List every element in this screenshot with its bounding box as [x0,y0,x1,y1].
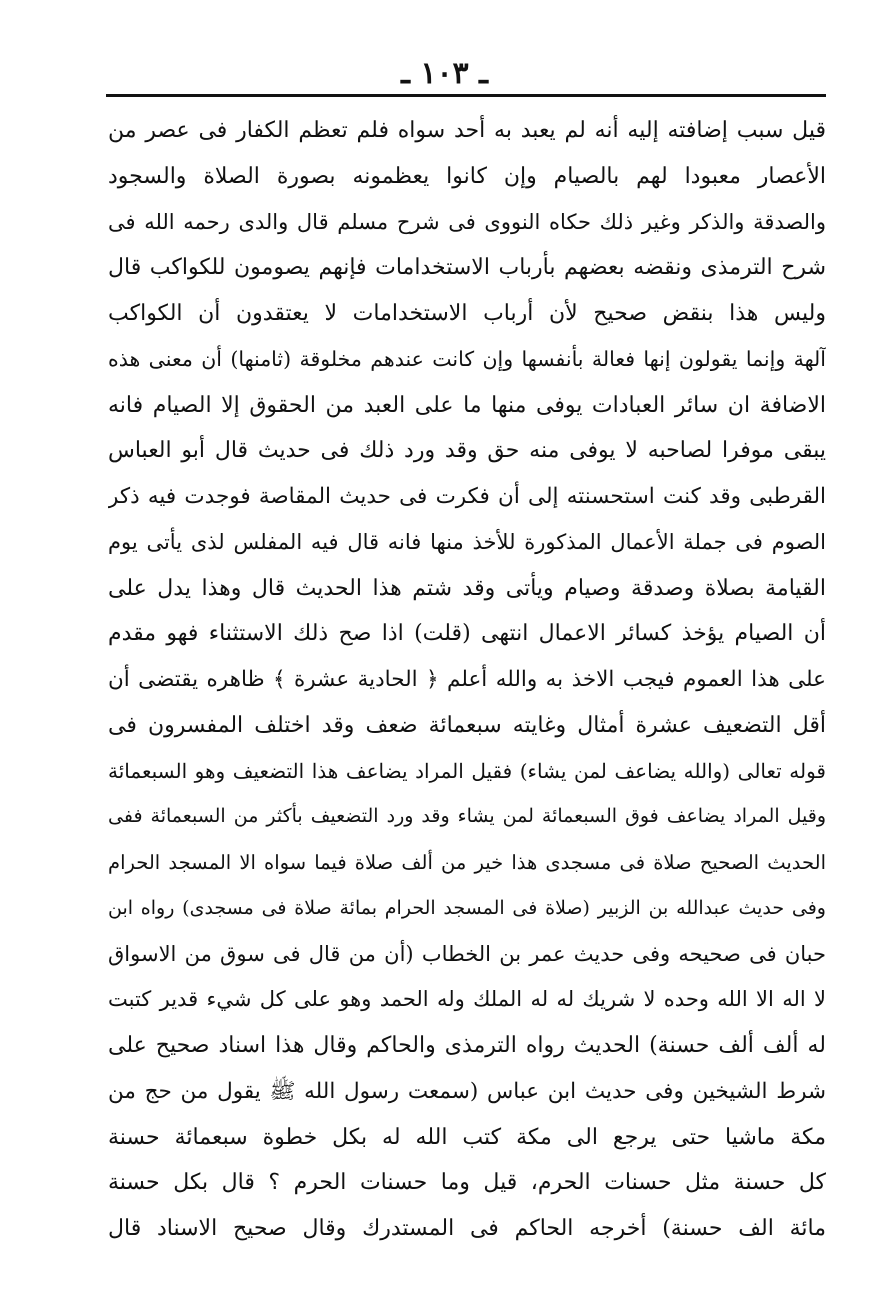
text-line: آلهة وإنما يقولون إنها فعالة بأنفسها وإن كانت عندهم مخلوقة (ثامنها) أن معنى هذه [108,346,826,371]
text-line: القرطبى وقد كنت استحسنته إلى أن فكرت فى حديث المقاصة فوجدت فيه ذكر [108,484,826,509]
page-number: ـ ١٠٣ ـ [401,56,488,91]
text-line: على هذا العموم فيجب الاخذ به والله أعلم ﴿ الحادية عشرة ﴾ ظاهره يقتضى أن [108,667,826,692]
text-line: مائة الف حسنة) أخرجه الحاكم فى المستدرك وقال صحيح الاسناد قال [108,1216,826,1241]
text-line: لا اله الا الله وحده لا شريك له له الملك وله الحمد وهو على كل شيء قدير كتبت [108,987,826,1012]
text-line: القيامة بصلاة وصدقة وصيام ويأتى وقد شتم هذا الحديث قال وهذا يدل على [108,575,826,601]
text-line: الأعصار معبودا لهم بالصيام وإن كانوا يعظمونه بصورة الصلاة والسجود [108,163,826,189]
text-line: أقل التضعيف عشرة أمثال وغايته سبعمائة ضعف وقد اختلف المفسرون فى [108,712,826,738]
header-rule [106,94,826,97]
text-line: حبان فى صحيحه وفى حديث عمر بن الخطاب (أن من قال فى سوق من الاسواق [108,941,826,966]
text-line: كل حسنة مثل حسنات الحرم، قيل وما حسنات الحرم ؟ قال بكل حسنة [108,1170,826,1196]
text-line: وقيل المراد يضاعف فوق السبعمائة لمن يشاء وقد ورد التضعيف بأكثر من السبعمائة ففى [108,805,826,828]
body-text [108,108,826,1252]
text-line: قيل سبب إضافته إليه أنه لم يعبد به أحد سواه فلم تعظم الكفار فى عصر من [108,118,826,143]
text-line: قوله تعالى (والله يضاعف لمن يشاء) فقيل المراد يضاعف هذا التضعيف وهو السبعمائة [108,758,826,783]
text-line: له ألف ألف حسنة) الحديث رواه الترمذى والحاكم وقال هذا اسناد صحيح على [108,1033,826,1058]
text-line: الصوم فى جملة الأعمال المذكورة للأخذ منها فانه قال فيه المفلس لذى يأتى يوم [108,529,826,554]
text-line: الحديث الصحيح صلاة فى مسجدى هذا خير من ألف صلاة فيما سواه الا المسجد الحرام [108,851,826,874]
text-line: الاضافة ان سائر العبادات يوفى منها ما على العبد من الحقوق إلا الصيام فانه [108,392,826,418]
text-line: والصدقة والذكر وغير ذلك حكاه النووى فى شرح مسلم قال والدى رحمه الله فى [108,209,826,234]
text-line: شرح الترمذى ونقضه بعضهم بأرباب الاستخدامات فإنهم يصومون للكواكب قال [108,255,826,281]
text-line: أن الصيام يؤخذ كسائر الاعمال انتهى (قلت) اذا صح ذلك الاستثناء فهو مقدم [108,621,826,647]
text-line: يبقى موفرا لصاحبه لا يوفى منه حق وقد ورد ذلك فى حديث قال أبو العباس [108,438,826,464]
text-line: مكة ماشيا حتى يرجع الى مكة كتب الله له بكل خطوة سبعمائة حسنة [108,1124,826,1150]
text-line: شرط الشيخين وفى حديث ابن عباس (سمعت رسول الله ﷺ يقول من حج من [108,1078,826,1104]
text-line: وليس هذا بنقض صحيح لأن أرباب الاستخدامات لا يعتقدون أن الكواكب [108,301,826,326]
text-line: وفى حديث عبدالله بن الزبير (صلاة فى المسجد الحرام بمائة صلاة فى مسجدى) رواه ابن [108,896,826,919]
